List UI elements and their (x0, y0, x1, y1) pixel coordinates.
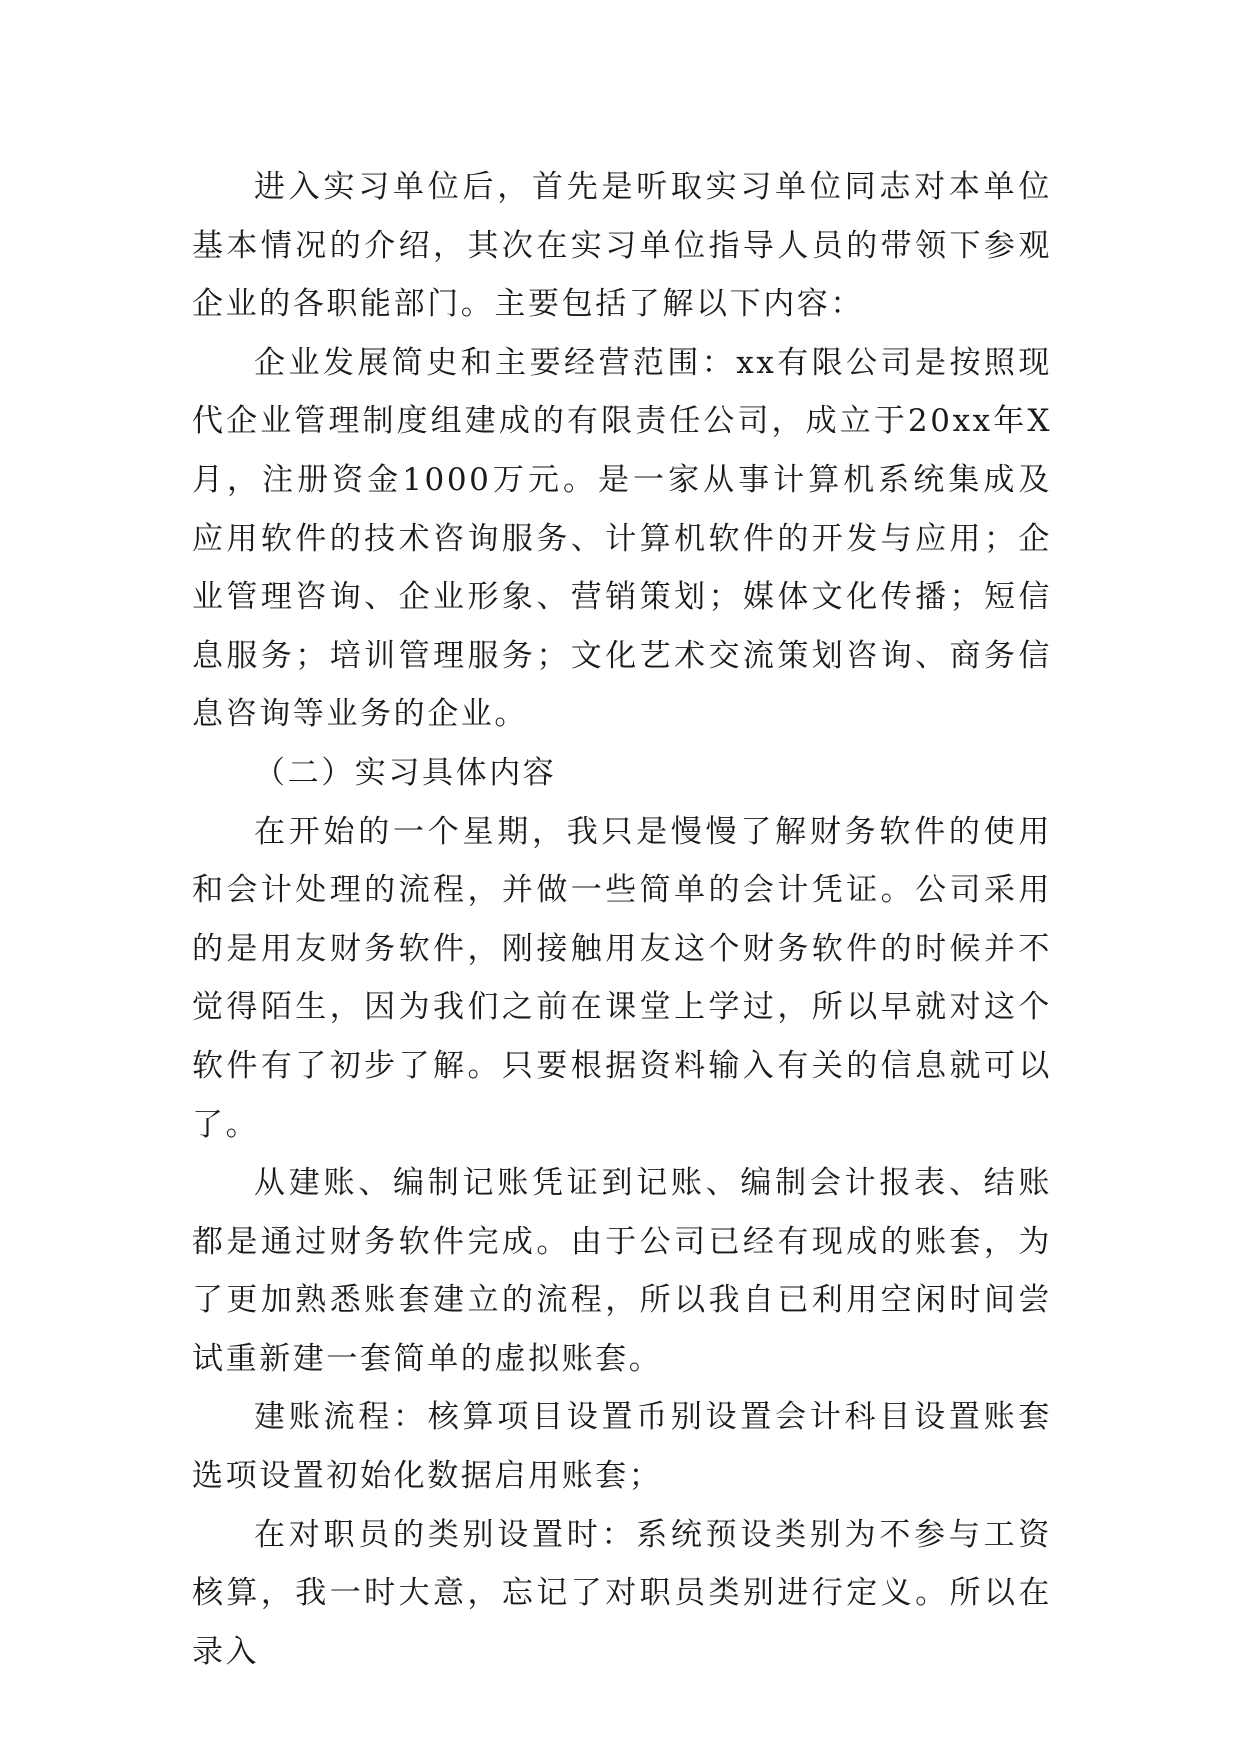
paragraph-first-week: 在开始的一个星期，我只是慢慢了解财务软件的使用和会计处理的流程，并做一些简单的会计凭证。公司采用的是用友财务软件，刚接触用友这个财务软件的时候并不觉得陌生，因为我们之前在课堂上学过，所以早就对这个软件有了初步了解。只要根据资料输入有关的信息就可以了。 (192, 813, 1052, 1143)
paragraph-staff-category: 在对职员的类别设置时：系统预设类别为不参与工资核算，我一时大意，忘记了对职员类别进行定义。所以在录入 (192, 1516, 1052, 1670)
document-body (192, 158, 1052, 1681)
paragraph-intro: 进入实习单位后，首先是听取实习单位同志对本单位基本情况的介绍，其次在实习单位指导人员的带领下参观企业的各职能部门。主要包括了解以下内容： (192, 169, 1052, 323)
section-heading: （二）实习具体内容 (254, 754, 557, 791)
paragraph-setup-flow: 建账流程：核算项目设置币别设置会计科目设置账套选项设置初始化数据启用账套； (192, 1399, 1052, 1495)
paragraph-company-overview: 企业发展简史和主要经营范围：xx有限公司是按照现代企业管理制度组建成的有限责任公司，成立于20xx年X月，注册资金1000万元。是一家从事计算机系统集成及应用软件的技术咨询服务、计算机软件的开发与应用；企业管理咨询、企业形象、营销策划；媒体文化传播；短信息服务；培训管理服务；文化艺术交流策划咨询、商务信息咨询等业务的企业。 (192, 344, 1052, 733)
paragraph-bookkeeping: 从建账、编制记账凭证到记账、编制会计报表、结账都是通过财务软件完成。由于公司已经有现成的账套，为了更加熟悉账套建立的流程，所以我自已利用空闲时间尝试重新建一套简单的虚拟账套。 (192, 1165, 1052, 1377)
